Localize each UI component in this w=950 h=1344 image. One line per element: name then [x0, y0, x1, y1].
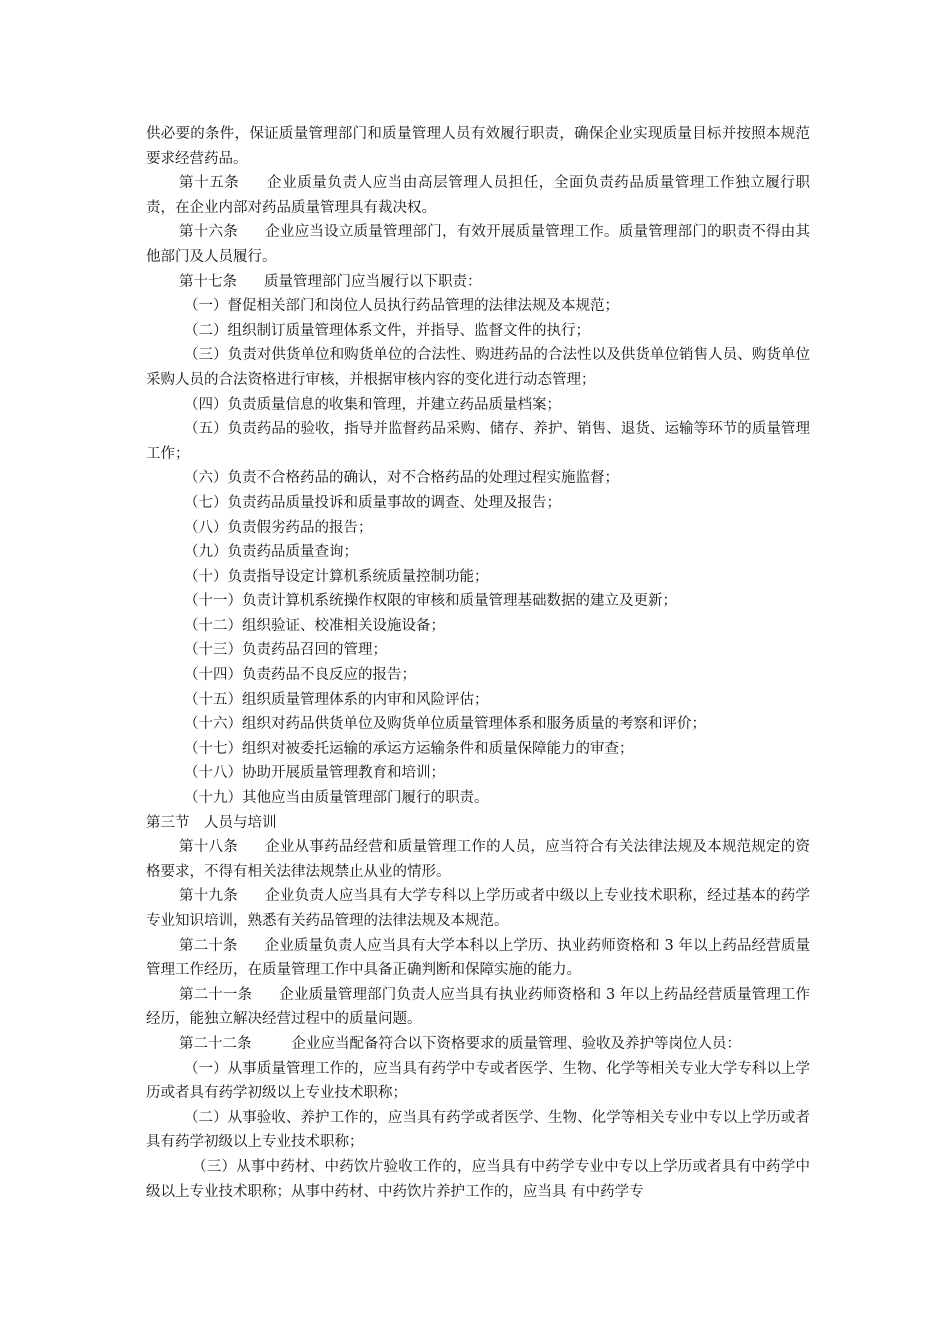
- article-20: [146, 934, 810, 983]
- duty-item: （八）负责假劣药品的报告；: [184, 519, 373, 536]
- duty-item: （三）负责对供货单位和购货单位的合法性、购进药品的合法性以及供货单位销售人员、购货单位采购人员的合法资格进行审核，并根据审核内容的变化进行动态管理；: [146, 347, 810, 388]
- qualification-item: （三）从事中药材、中药饮片验收工作的，应当具有中药学专业中专以上学历或者具有中药学中级以上专业技术职称；从事中药材、中药饮片养护工作的，应当具 有中药学专: [146, 1158, 810, 1200]
- duty-item: （十一）负责计算机系统操作权限的审核和质量管理基础数据的建立及更新；: [184, 593, 677, 610]
- qualification-list: [146, 1057, 810, 1205]
- article-18: [146, 835, 810, 884]
- continuation-paragraph: 供必要的条件，保证质量管理部门和质量管理人员有效履行职责，确保企业实现质量目标并按照本规范要求经营药品。: [146, 126, 810, 167]
- article-text: 质量管理部门应当履行以下职责：: [264, 273, 482, 290]
- duty-item: （十四）负责药品不良反应的报告；: [184, 667, 416, 684]
- duty-item: （四）负责质量信息的收集和管理，并建立药品质量档案；: [184, 396, 561, 413]
- article-19: [146, 884, 810, 933]
- article-15: [146, 171, 810, 220]
- duty-item: （十九）其他应当由质量管理部门履行的职责。: [184, 790, 489, 807]
- article-label: 第十七条: [179, 273, 237, 290]
- duty-item: （十）负责指导设定计算机系统质量控制功能；: [184, 568, 489, 585]
- article-text: 企业应当配备符合以下资格要求的质量管理、验收及养护等岗位人员：: [291, 1035, 741, 1052]
- duty-item: （九）负责药品质量查询；: [184, 544, 358, 561]
- duty-item: （十三）负责药品召回的管理；: [184, 642, 387, 659]
- duty-item: （五）负责药品的验收，指导并监督药品采购、储存、养护、销售、退货、运输等环节的质量管理工作；: [146, 421, 810, 462]
- article-label: 第十九条: [179, 888, 238, 905]
- duty-item: （十八）协助开展质量管理教育和培训；: [184, 765, 445, 782]
- article-text: 企业质量负责人应当由高层管理人员担任，全面负责药品质量管理工作独立履行职责，在企业内部对药品质量管理具有裁决权。: [146, 175, 811, 216]
- duty-item: （六）负责不合格药品的确认，对不合格药品的处理过程实施监督；: [184, 470, 619, 487]
- qualification-item: （二）从事验收、养护工作的，应当具有药学或者医学、生物、化学等相关专业中专以上学历或者具有药学初级以上专业技术职称；: [146, 1109, 810, 1151]
- article-label: 第十五条: [179, 175, 240, 192]
- article-text: 企业从事药品经营和质量管理工作的人员，应当符合有关法律法规及本规范规定的资格要求，不得有相关法律法规禁止从业的情形。: [146, 839, 811, 880]
- document-page: [146, 122, 810, 1204]
- duty-item: （十五）组织质量管理体系的内审和风险评估；: [184, 691, 489, 708]
- qualification-item: （一）从事质量管理工作的，应当具有药学中专或者医学、生物、化学等相关专业大学专科以上学历或者具有药学初级以上专业技术职称；: [146, 1060, 810, 1102]
- article-22: [146, 1032, 810, 1057]
- duty-item: （七）负责药品质量投诉和质量事故的调查、处理及报告；: [184, 494, 561, 511]
- article-label: 第十六条: [179, 224, 238, 241]
- article-label: 第二十二条: [179, 1035, 252, 1052]
- article-text: 企业应当设立质量管理部门，有效开展质量管理工作。质量管理部门的职责不得由其他部门及人员履行。: [146, 224, 811, 265]
- duty-item: （十二）组织验证、校准相关设施设备；: [184, 617, 445, 634]
- duty-list: [146, 294, 810, 810]
- duty-item: （十七）组织对被委托运输的承运方运输条件和质量保障能力的审查；: [184, 740, 634, 757]
- duty-item: （十六）组织对药品供货单位及购货单位质量管理体系和服务质量的考察和评价；: [184, 716, 706, 733]
- article-text: 企业质量负责人应当具有大学本科以上学历、执业药师资格和 3 年以上药品经营质量管理工作经历，在质量管理工作中具备正确判断和保障实施的能力。: [146, 937, 810, 979]
- article-label: 第二十一条: [179, 986, 253, 1003]
- duty-item: （一）督促相关部门和岗位人员执行药品管理的法律法规及本规范；: [184, 298, 619, 315]
- article-21: [146, 983, 810, 1032]
- article-label: 第二十条: [179, 937, 238, 954]
- article-text: 企业质量管理部门负责人应当具有执业药师资格和 3 年以上药品经营质量管理工作经历，能独立解决经营过程中的质量问题。: [146, 986, 810, 1028]
- article-16: [146, 220, 810, 269]
- section-heading: 第三节 人员与培训: [146, 814, 277, 831]
- duty-item: （二）组织制订质量管理体系文件，并指导、监督文件的执行；: [184, 322, 590, 339]
- article-17: [146, 270, 810, 295]
- article-label: 第十八条: [179, 839, 238, 856]
- article-text: 企业负责人应当具有大学专科以上学历或者中级以上专业技术职称，经过基本的药学专业知识培训，熟悉有关药品管理的法律法规及本规范。: [146, 888, 811, 929]
